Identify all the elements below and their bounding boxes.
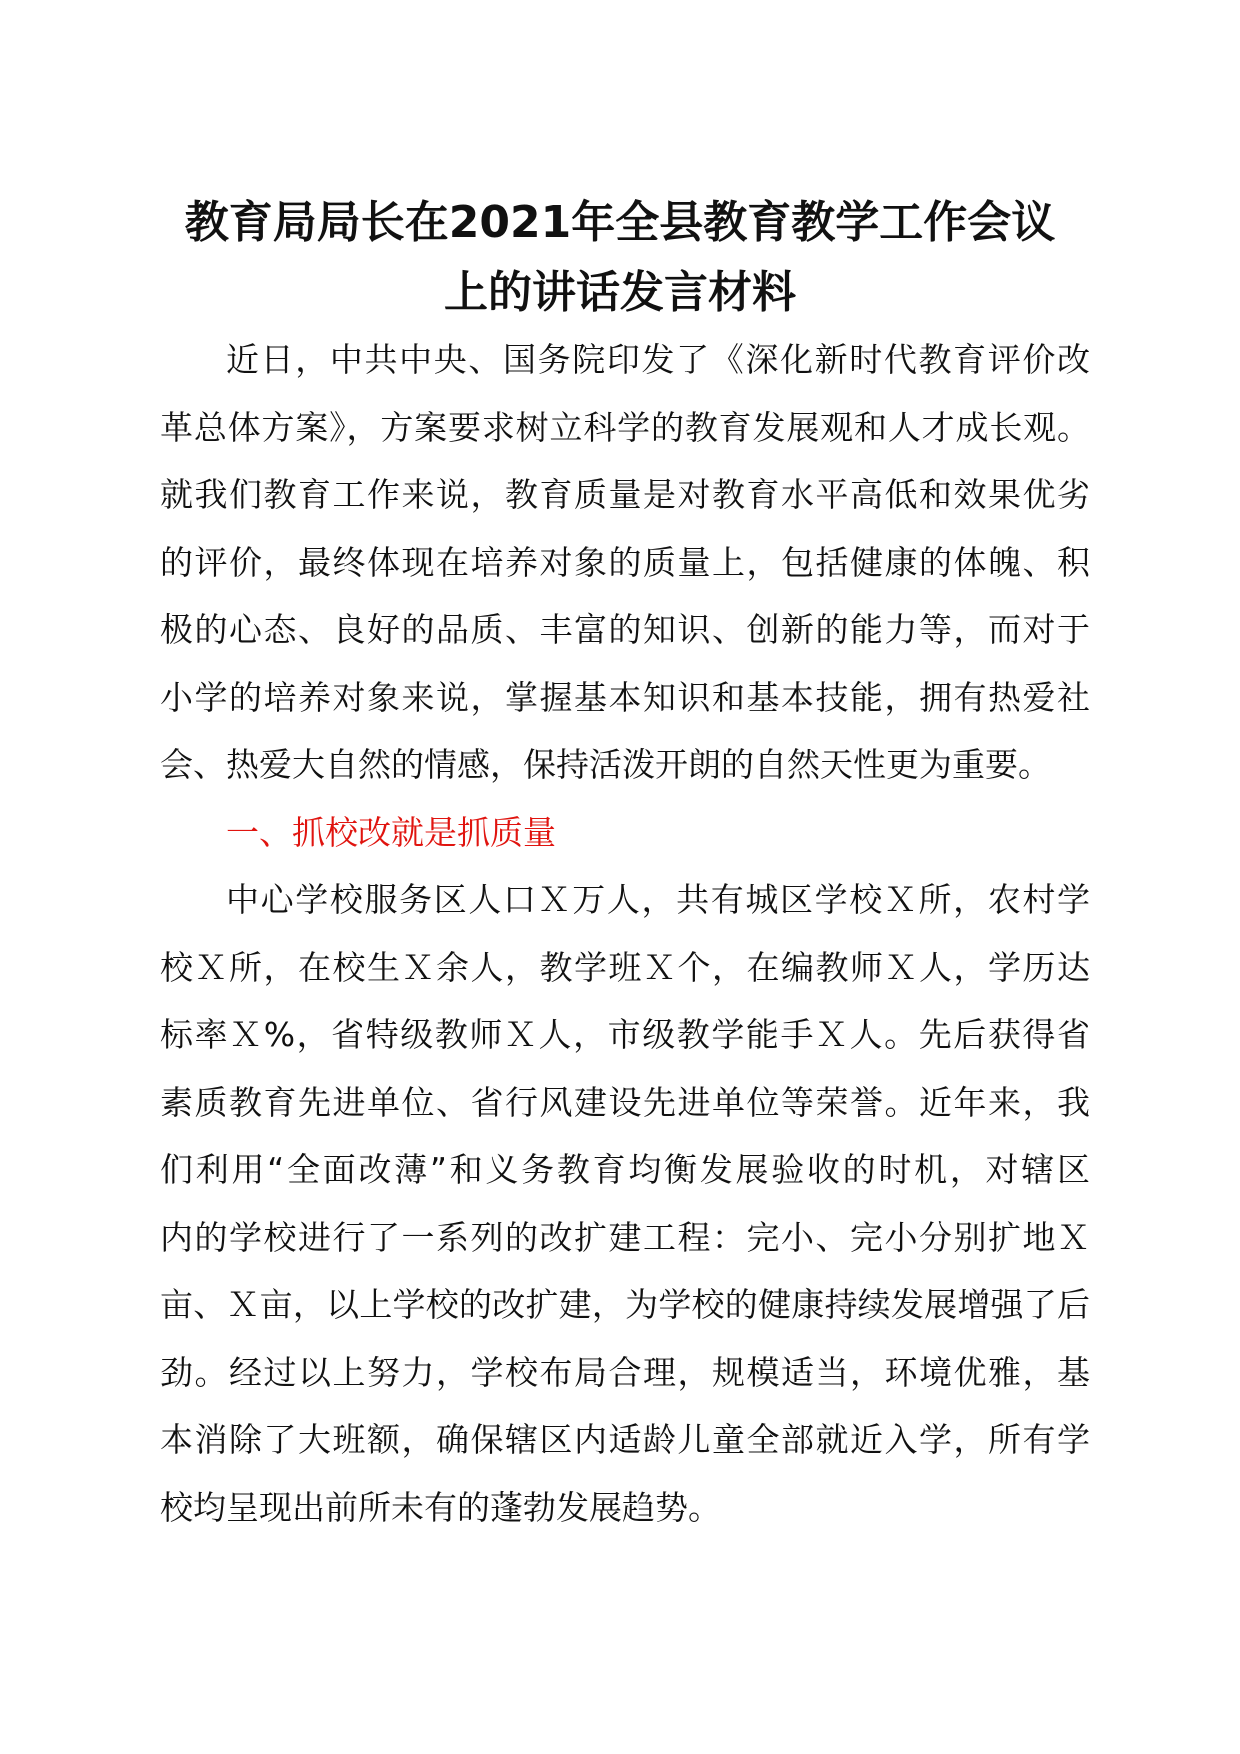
- paragraph-line: 中心学校服务区人口Ｘ万人，共有城区学校Ｘ所，农村学: [226, 880, 1090, 919]
- document-title-line-1: 教育局局长在2021年全县教育教学工作会议: [184, 197, 1056, 248]
- paragraph-school-reform: [160, 866, 1090, 1541]
- paragraph-intro: [160, 326, 1090, 799]
- document-body: [160, 326, 1090, 1541]
- paragraph-line: 亩、Ｘ亩，以上学校的改扩建，为学校的健康持续发展增强了后: [160, 1285, 1090, 1324]
- document-title-line-2: 上的讲话发言材料: [444, 267, 796, 318]
- paragraph-line: 小学的培养对象来说，掌握基本知识和基本技能，拥有热爱社: [160, 677, 1090, 717]
- paragraph-line: 校Ｘ所，在校生Ｘ余人，教学班Ｘ个，在编教师Ｘ人，学历达: [160, 947, 1090, 987]
- paragraph-line: 素质教育先进单位、省行风建设先进单位等荣誉。近年来，我: [160, 1082, 1090, 1122]
- paragraph-line: 校均呈现出前所未有的蓬勃发展趋势。: [160, 1487, 721, 1527]
- paragraph-line: 的评价，最终体现在培养对象的质量上，包括健康的体魄、积: [160, 542, 1090, 582]
- paragraph-line: 劲。经过以上努力，学校布局合理，规模适当，环境优雅，基: [160, 1352, 1090, 1392]
- paragraph-line: 本消除了大班额，确保辖区内适龄儿童全部就近入学，所有学: [160, 1420, 1090, 1459]
- paragraph-line: 近日，中共中央、国务院印发了《深化新时代教育评价改: [226, 340, 1090, 379]
- paragraph-line: 们利用“全面改薄”和义务教育均衡发展验收的时机，对辖区: [160, 1150, 1090, 1189]
- paragraph-line: 会、热爱大自然的情感，保持活泼开朗的自然天性更为重要。: [160, 745, 1051, 784]
- section-heading-1: 一、抓校改就是抓质量: [226, 812, 556, 852]
- document-title: [120, 188, 1120, 328]
- paragraph-line: 内的学校进行了一系列的改扩建工程：完小、完小分别扩地Ｘ: [160, 1217, 1090, 1257]
- paragraph-line: 极的心态、良好的品质、丰富的知识、创新的能力等，而对于: [160, 610, 1090, 649]
- paragraph-line: 标率Ｘ%，省特级教师Ｘ人，市级教学能手Ｘ人。先后获得省: [160, 1015, 1090, 1054]
- paragraph-line: 革总体方案》，方案要求树立科学的教育发展观和人才成长观。: [160, 407, 1090, 447]
- paragraph-line: 就我们教育工作来说，教育质量是对教育水平高低和效果优劣: [160, 475, 1090, 514]
